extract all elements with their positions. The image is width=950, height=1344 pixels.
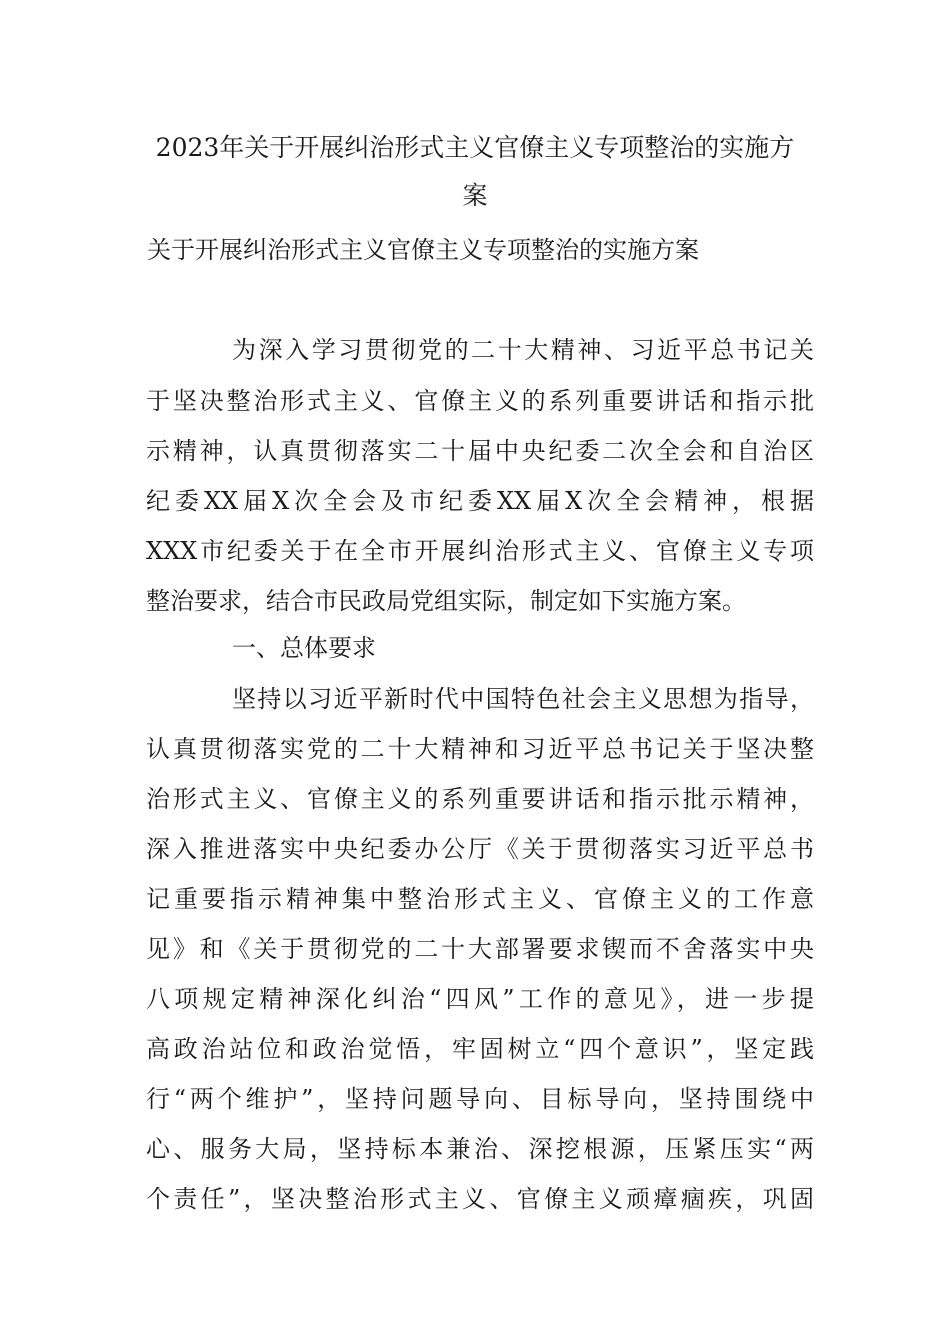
paragraph-1-line-1: 为深入学习贯彻党的二十大精神、习近平总书记关 (232, 336, 814, 364)
paragraph-2-line-1: 坚持以习近平新时代中国特色社会主义思想为指导， (232, 685, 814, 713)
paragraph-2-line-10: 心、服务大局，坚持标本兼治、深挖根源，压紧压实“两 (146, 1135, 814, 1163)
title-line-1: 2023年关于开展纠治形式主义官僚主义专项整治的实施方 (155, 133, 795, 162)
document-title (140, 128, 810, 216)
paragraph-2-line-6: 见》和《关于贯彻党的二十大部署要求锲而不舍落实中央 (146, 935, 814, 963)
paragraph-2-line-7: 八项规定精神深化纠治“四风”工作的意见》，进一步提 (146, 985, 814, 1013)
paragraph-2-line-8: 高政治站位和政治觉悟，牢固树立“四个意识”，坚定践 (146, 1035, 814, 1063)
paragraph-2-line-11: 个责任”，坚决整治形式主义、官僚主义顽瘴痼疾，巩固 (146, 1185, 814, 1213)
paragraph-2-line-5: 记重要指示精神集中整治形式主义、官僚主义的工作意 (146, 885, 814, 913)
paragraph-2-line-2: 认真贯彻落实党的二十大精神和习近平总书记关于坚决整 (146, 735, 814, 763)
paragraph-1-line-5: XXX市纪委关于在全市开展纠治形式主义、官僚主义专项 (146, 537, 814, 565)
section-heading-1: 一、总体要求 (232, 634, 376, 662)
paragraph-2-line-9: 行“两个维护”，坚持问题导向、目标导向，坚持围绕中 (146, 1085, 814, 1113)
paragraph-2-line-4: 深入推进落实中央纪委办公厅《关于贯彻落实习近平总书 (146, 835, 814, 863)
title-line-2: 案 (462, 181, 488, 210)
paragraph-1-line-6: 整治要求，结合市民政局党组实际，制定如下实施方案。 (146, 587, 746, 615)
document-subtitle: 关于开展纠治形式主义官僚主义专项整治的实施方案 (147, 236, 699, 264)
paragraph-1-line-4: 纪委XX届X次全会及市纪委XX届X次全会精神，根据 (146, 487, 814, 515)
paragraph-2-line-3: 治形式主义、官僚主义的系列重要讲话和指示批示精神， (146, 785, 814, 813)
paragraph-1-line-3: 示精神，认真贯彻落实二十届中央纪委二次全会和自治区 (146, 437, 814, 465)
paragraph-1-line-2: 于坚决整治形式主义、官僚主义的系列重要讲话和指示批 (146, 387, 814, 415)
